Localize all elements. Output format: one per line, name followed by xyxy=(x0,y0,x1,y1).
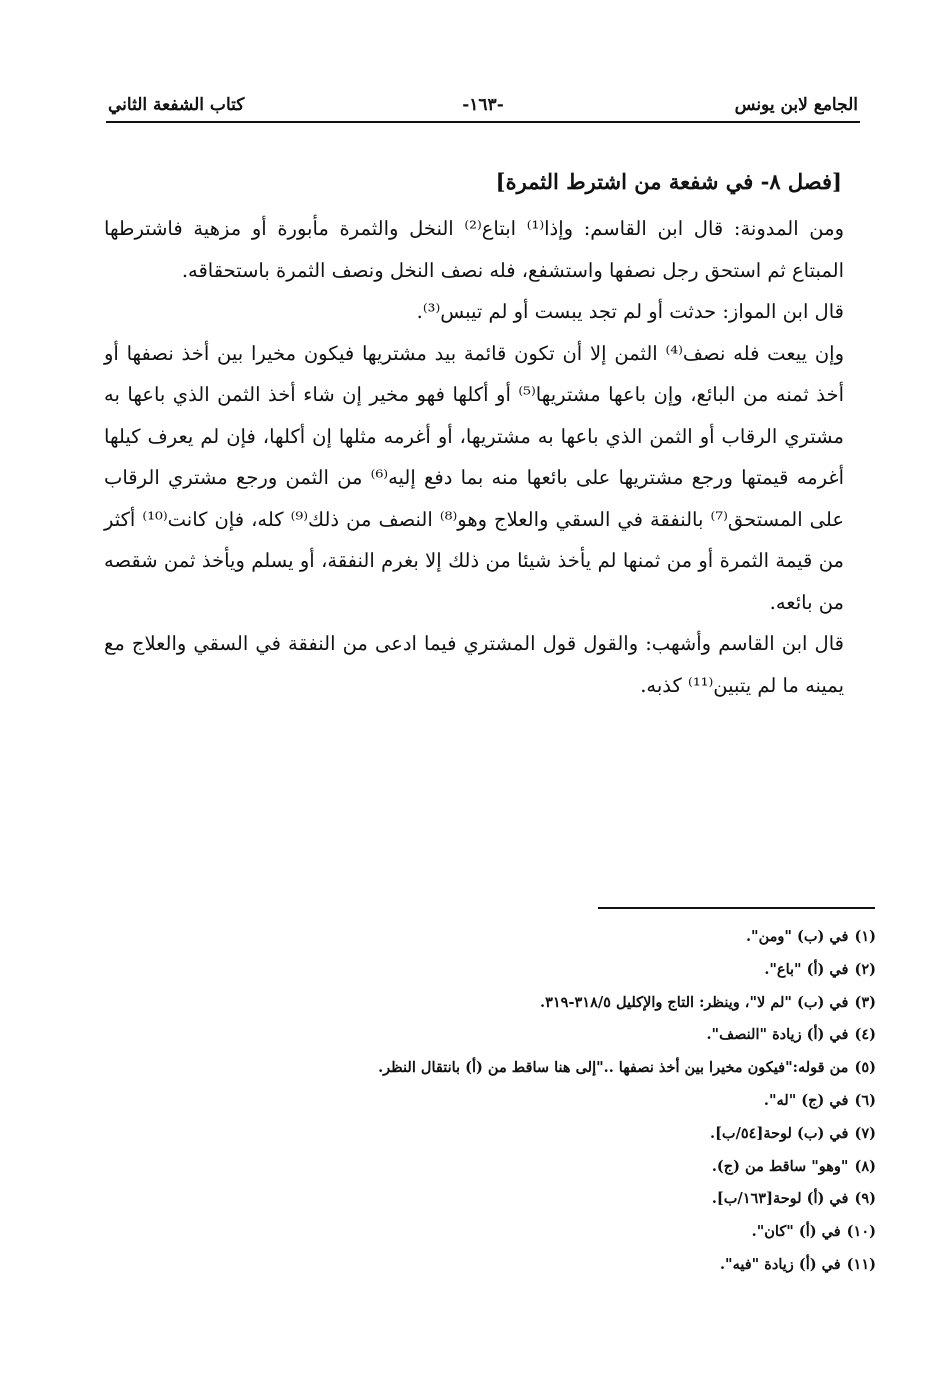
footnote xyxy=(316,1118,876,1151)
footnote-text: في (أ) "كان". xyxy=(751,1223,841,1241)
page-number: -١٦٣- xyxy=(462,95,504,115)
header-rule xyxy=(106,121,860,123)
footnote-text: "وهو" ساقط من (ج). xyxy=(711,1157,849,1175)
main-text xyxy=(104,162,856,706)
footnote xyxy=(316,1019,876,1052)
footnote xyxy=(316,1151,876,1184)
footnote xyxy=(316,1052,876,1085)
footnote xyxy=(316,1216,876,1249)
footnote-text: في (أ) "باع". xyxy=(764,960,849,978)
footnote-text: في (ب) لوحة[٥٤/ب]. xyxy=(710,1124,849,1142)
footnote-text: في (ب) "لم لا"، وينظر: التاج والإكليل ٣١٨/٥-٣١٩. xyxy=(540,993,849,1011)
footnote-text: في (ج) "له". xyxy=(763,1091,849,1109)
footnote-number: (٩) xyxy=(854,1190,876,1208)
paragraph: قال ابن المواز: حدثت أو لم تجد يبست أو لم تيبس⁽³⁾. xyxy=(416,300,844,323)
footnote-number: (١٠) xyxy=(846,1223,876,1241)
footnote xyxy=(316,1183,876,1216)
footnote-text: من قوله:"فيكون مخيرا بين أخذ نصفها .."إلى هنا ساقط من (أ) بانتقال النظر. xyxy=(378,1059,849,1077)
header-chapter-title: كتاب الشفعة الثاني xyxy=(108,95,245,115)
footnotes xyxy=(316,921,876,1282)
footnote-number: (٢) xyxy=(854,960,876,978)
footnote-number: (٨) xyxy=(854,1157,876,1175)
section-heading: [فصل ٨- في شفعة من اشترط الثمرة] xyxy=(495,169,842,194)
footnote xyxy=(316,921,876,954)
paragraph: وإن ييعت فله نصف⁽⁴⁾ الثمن إلا أن تكون قائمة بيد مشتريها فيكون مخيرا بين أخذ نصفها أو أخذ ثمنه من البائع، وإن باعها مشتريها⁽⁵⁾ أو أكلها فهو مخير إن شاء أخذ الثمن الذي باعها به مشتري الرقاب أو الثمن الذي باعها به مشتريها، أو أغرمه مثلها إن أكلها، فإن لم يعرف كيلها أغرمه قيمتها ورجع مشتريها على بائعها منه بما دفع إليه⁽⁶⁾ من الثمن ورجع مشتري الرقاب على المستحق⁽⁷⁾ بالنفقة في السقي والعلاج وهو⁽⁸⁾ النصف من ذلك⁽⁹⁾ كله، فإن كانت⁽¹⁰⁾ أكثر من قيمة الثمرة أو من ثمنها لم يأخذ شيئا من ذلك إلا بغرم النفقة، أو يسلم ويأخذ ثمن شقصه من بائعه. xyxy=(104,341,844,614)
footnote xyxy=(316,1085,876,1118)
footnote-number: (٦) xyxy=(854,1091,876,1109)
footnote-separator xyxy=(598,907,875,909)
footnote xyxy=(316,987,876,1020)
header-book-title: الجامع لابن يونس xyxy=(734,95,858,115)
footnote xyxy=(316,954,876,987)
footnote-text: في (أ) زيادة "فيه". xyxy=(720,1255,841,1273)
footnote-number: (١١) xyxy=(846,1255,876,1273)
footnote-text: في (أ) لوحة[١٦٣/ب]. xyxy=(711,1190,849,1208)
footnote-number: (١) xyxy=(854,928,876,945)
paragraph: ومن المدونة: قال ابن القاسم: وإذا⁽¹⁾ ابتاع⁽²⁾ النخل والثمرة مأبورة أو مزهية فاشترطها المبتاع ثم استحق رجل نصفها واستشفع، فله نصف النخل ونصف الثمرة باستحقاقه. xyxy=(104,217,844,282)
footnote-text: في (أ) زيادة "النصف". xyxy=(706,1026,849,1044)
footnote-text: في (ب) "ومن". xyxy=(746,928,849,945)
paragraph: قال ابن القاسم وأشهب: والقول قول المشتري فيما ادعى من النفقة في السقي والعلاج مع يمينه ما لم يتبين⁽¹¹⁾ كذبه. xyxy=(104,632,844,697)
footnote-number: (٥) xyxy=(854,1059,876,1077)
footnote-number: (٧) xyxy=(854,1124,876,1142)
running-header xyxy=(108,90,858,120)
footnote-number: (٤) xyxy=(854,1026,876,1044)
footnote-number: (٣) xyxy=(854,993,876,1011)
footnote xyxy=(316,1249,876,1282)
